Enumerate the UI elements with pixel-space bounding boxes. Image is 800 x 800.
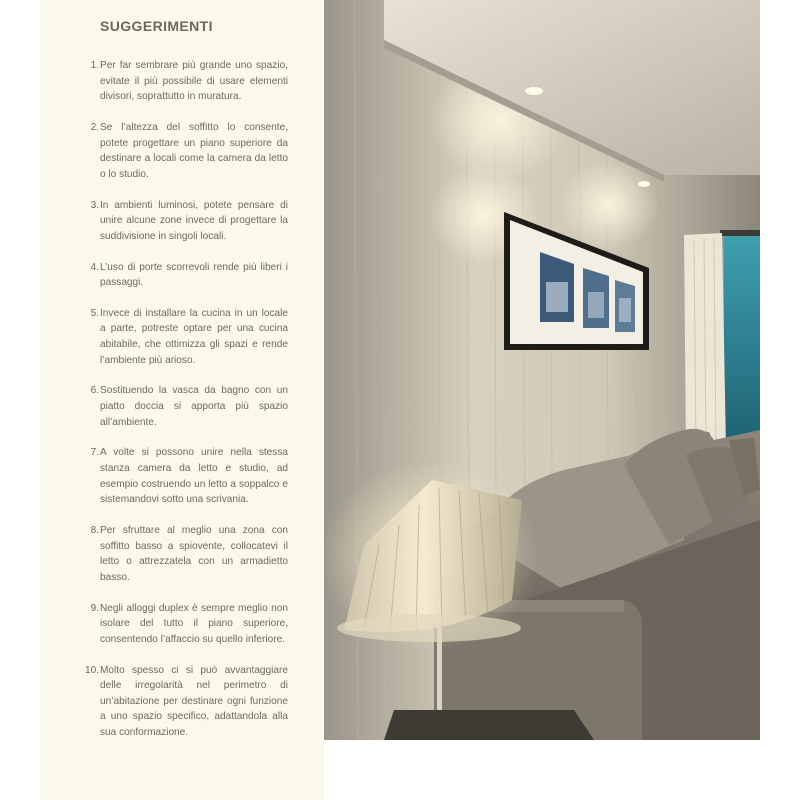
tip-text: Negli alloggi duplex è sempre meglio non isolare del tutto il piano superiore, consentendo l’affaccio su quello inferiore. bbox=[100, 602, 288, 645]
section-heading: SUGGERIMENTI bbox=[100, 18, 213, 34]
tip-text: Sostituendo la vasca da bagno con un piatto doccia si apporta più spazio all’ambiente. bbox=[100, 385, 288, 428]
tip-number: 6. bbox=[90, 385, 99, 397]
interior-photo bbox=[324, 0, 760, 740]
tip-text: Molto spesso ci si può avvantaggiare delle irregolarità nel perimetro di un’abitazione per destinare ogni funzione a uno spazio specifico, adattandola alla sua conformazione. bbox=[100, 664, 288, 738]
list-item bbox=[82, 383, 288, 430]
page-bottom-margin bbox=[324, 740, 800, 800]
tip-number: 9. bbox=[90, 602, 99, 614]
tip-number: 7. bbox=[90, 447, 99, 459]
tip-text: In ambienti luminosi, potete pensare di unire alcune zone invece di progettare la suddivisione in singoli locali. bbox=[100, 199, 288, 242]
tip-text: Invece di installare la cucina in un locale a parte, potreste optare per una cucina abitabile, che ottimizza gli spazi e rende l’ambiente più arioso. bbox=[100, 307, 288, 366]
list-item bbox=[82, 306, 288, 368]
list-item bbox=[82, 198, 288, 245]
tip-number: 3. bbox=[90, 199, 99, 211]
list-item bbox=[82, 523, 288, 585]
tip-number: 2. bbox=[90, 121, 99, 133]
tip-number: 1. bbox=[90, 60, 99, 71]
tip-text: Se l’altezza del soffitto lo consente, potete progettare un piano superiore da destinare a locali come la camera da letto o lo studio. bbox=[100, 121, 288, 180]
list-item bbox=[82, 120, 288, 182]
list-item bbox=[82, 601, 288, 648]
tip-text: Per far sembrare più grande uno spazio, evitate il più possibile di usare elementi divisori, soprattutto in muratura. bbox=[100, 60, 288, 103]
tips-list bbox=[82, 58, 288, 756]
tip-number: 10. bbox=[84, 664, 99, 676]
list-item bbox=[82, 58, 288, 105]
tip-number: 5. bbox=[90, 307, 99, 319]
tip-text: A volte si possono unire nella stessa stanza camera da letto e studio, ad esempio costruendo un letto a soppalco e sistemandovi sotto una scrivania. bbox=[100, 447, 288, 506]
list-item bbox=[82, 445, 288, 507]
tip-number: 4. bbox=[90, 261, 99, 273]
tip-text: Per sfruttare al meglio una zona con soffitto basso a spiovente, collocatevi il letto o attrezzatela con un armadietto basso. bbox=[100, 524, 288, 583]
list-item bbox=[82, 260, 288, 291]
list-item bbox=[82, 663, 288, 741]
tip-text: L’uso di porte scorrevoli rende più liberi i passaggi. bbox=[100, 261, 288, 289]
tip-number: 8. bbox=[90, 524, 99, 536]
